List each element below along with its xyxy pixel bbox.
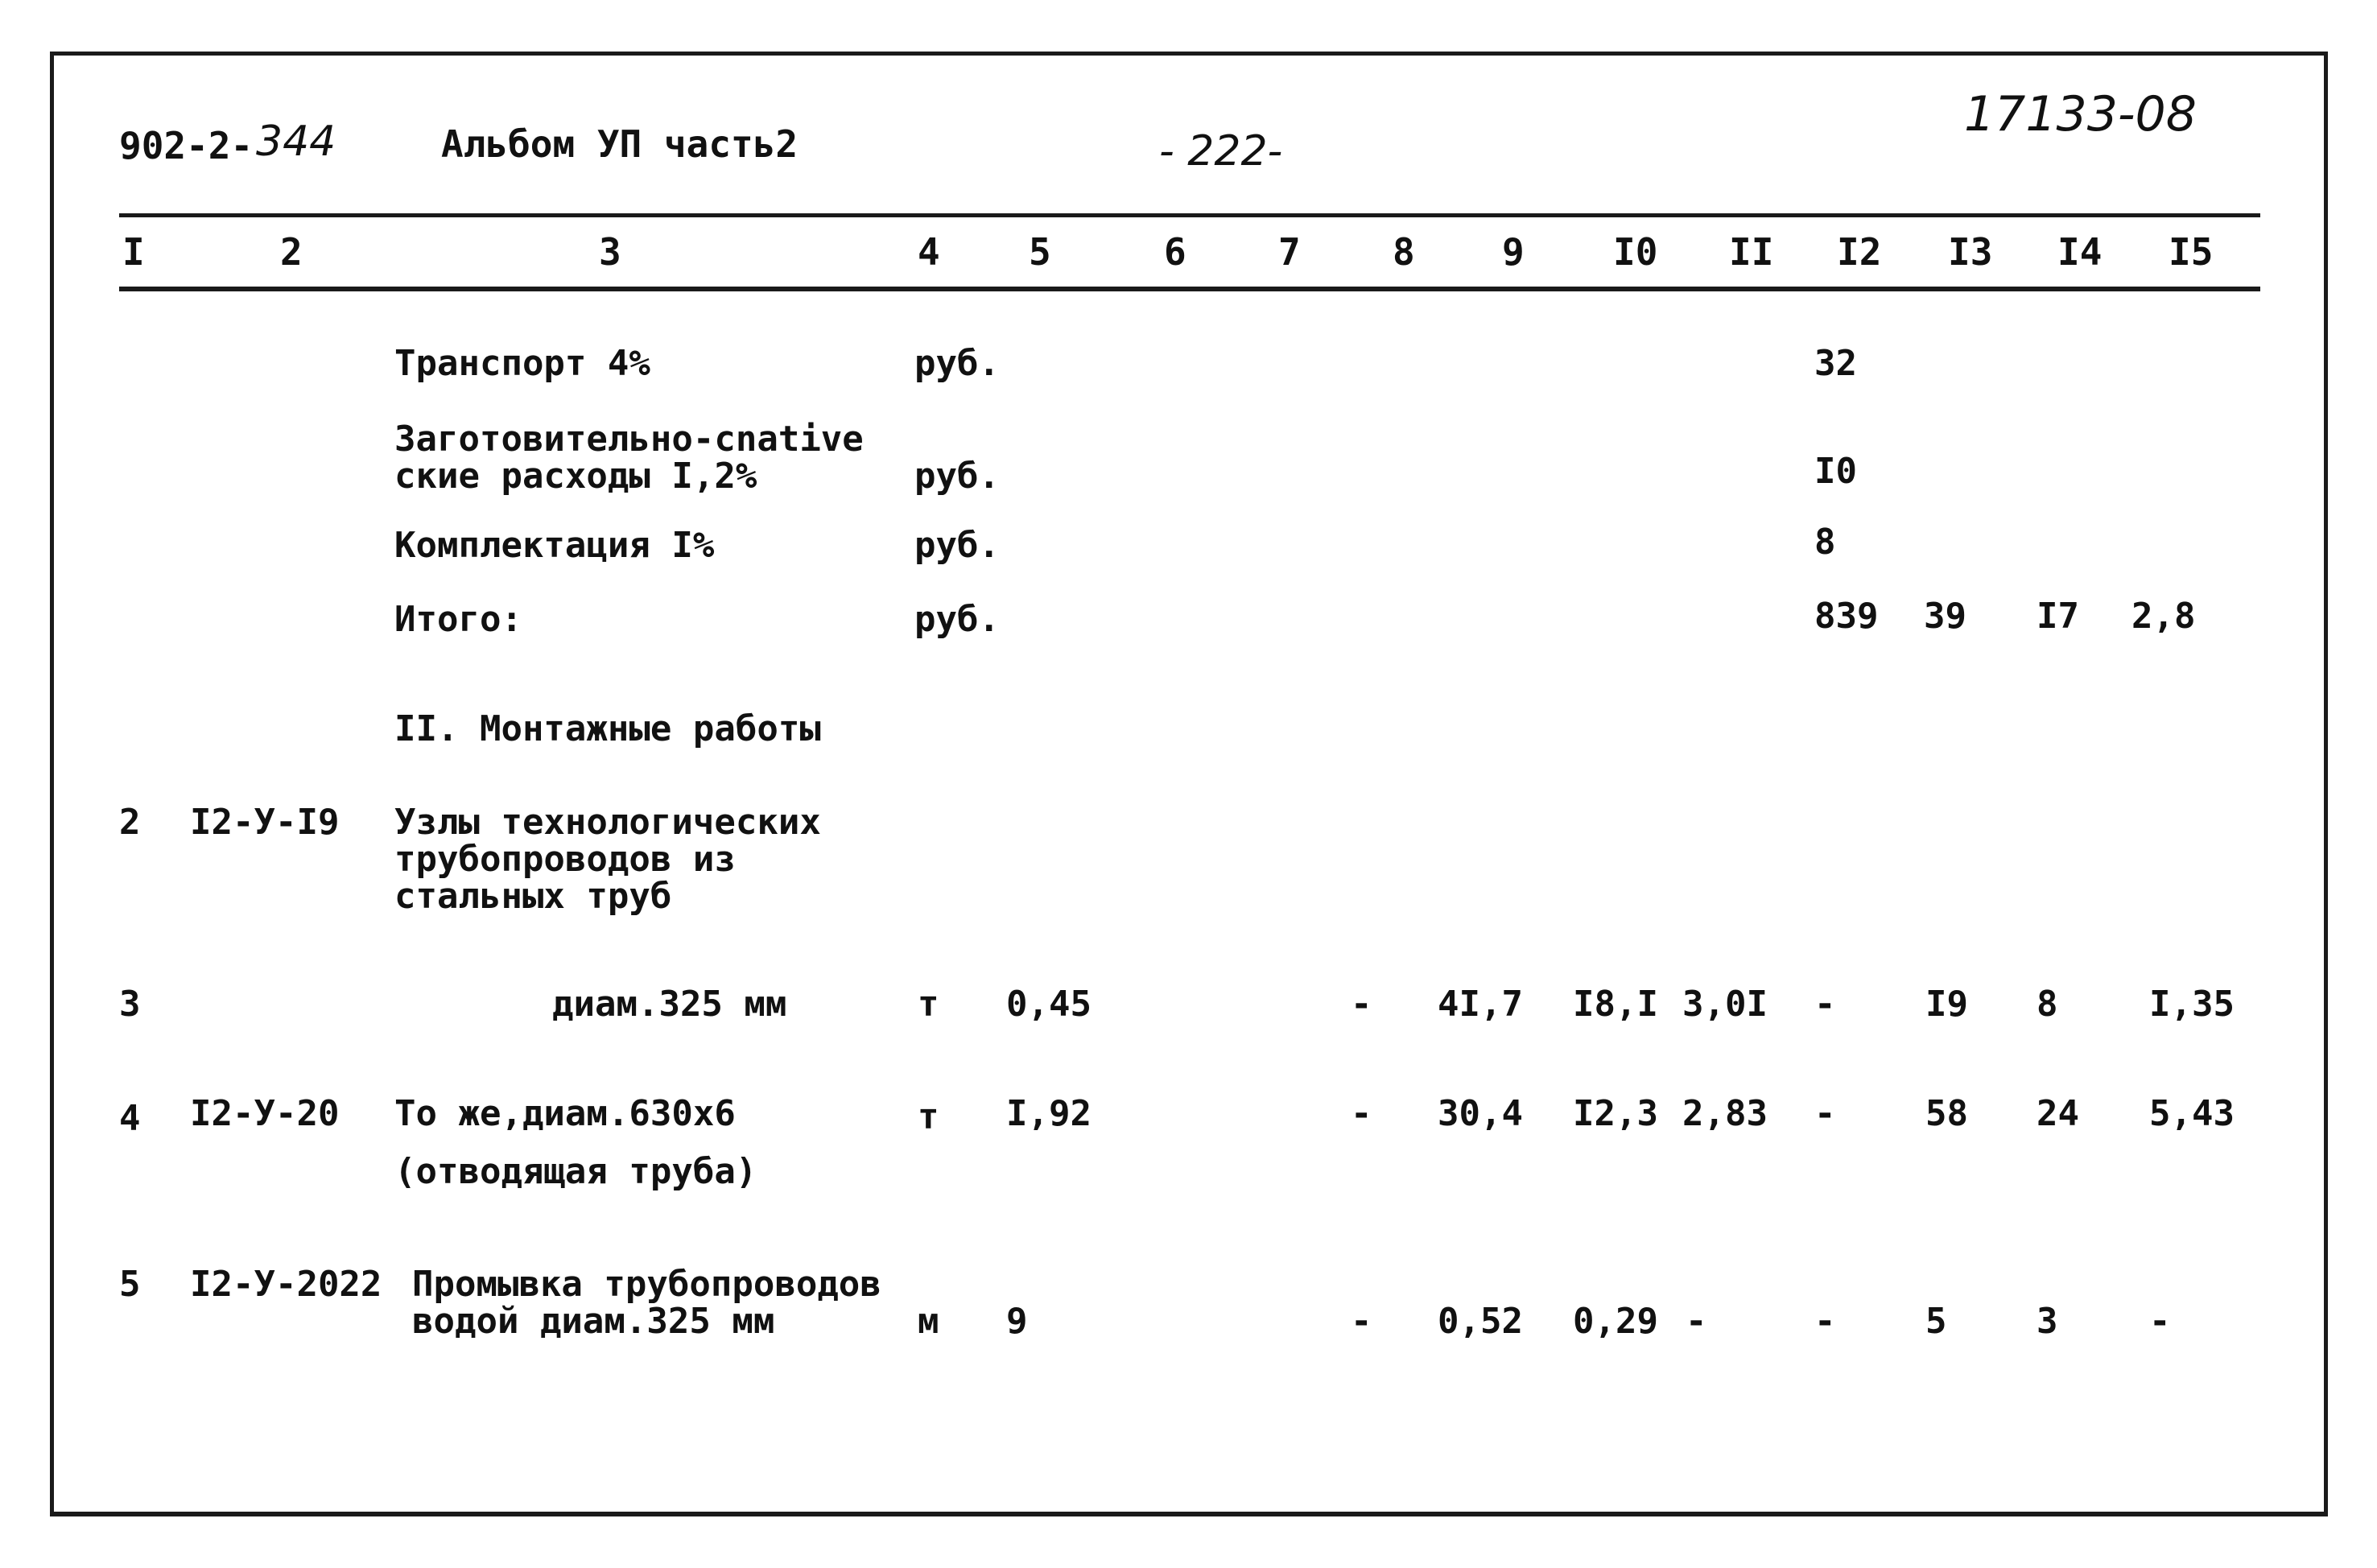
column-number: 8 [1393,230,1415,274]
row-5-c15: - [2149,1301,2171,1342]
column-number: 6 [1164,230,1186,274]
row-5-number: 5 [119,1264,141,1305]
row-4-c15: 5,43 [2149,1093,2235,1134]
row-5-c12: - [1814,1301,1836,1342]
row-3-unit: т [918,984,939,1025]
row-2-name-line2: трубопроводов из [394,839,736,880]
row-4-name-line1: То же,диам.630х6 [394,1093,736,1134]
row-2-name-line3: стальных труб [394,876,672,917]
column-number: I2 [1837,230,1882,274]
row-3-c13: I9 [1925,984,1968,1025]
section-heading: II. Монтажные работы [394,708,821,749]
row-5-c5: 9 [1006,1301,1028,1342]
row-4-c11: 2,83 [1682,1093,1768,1134]
document-code-handwritten: 344 [256,118,336,166]
row-transport-unit: руб. [914,343,1000,384]
column-number: II [1729,230,1774,274]
row-3-name: диам.325 мм [552,984,787,1025]
row-5-name-line2: водой диам.325 мм [412,1301,775,1342]
column-number: I5 [2169,230,2214,274]
header-rule-bottom [119,287,2260,291]
document-code: 902-2- [119,124,254,167]
row-4-c14: 24 [2037,1093,2079,1134]
row-3-c15: I,35 [2149,984,2235,1025]
row-5-c9: 0,52 [1438,1301,1523,1342]
row-storage-name-line1: Заготовительно-сnative [394,419,864,460]
column-number: I3 [1948,230,1993,274]
row-3-c10: I8,I [1573,984,1658,1025]
row-3-c11: 3,0I [1682,984,1768,1025]
album-title: Альбом УП часть2 [441,122,799,166]
row-storage-name-line2: ские расходы I,2% [394,456,757,497]
row-2-code: I2-У-I9 [190,802,340,843]
column-number: I [122,230,145,274]
row-storage-cost: I0 [1814,451,1857,492]
row-transport-cost: 32 [1814,343,1857,384]
document-number: 17133-08 [1964,86,2197,142]
row-5-c13: 5 [1925,1301,1947,1342]
row-5-c14: 3 [2037,1301,2058,1342]
row-3-number: 3 [119,984,141,1025]
row-5-c8: - [1351,1301,1372,1342]
row-kompl-unit: руб. [914,525,1000,566]
row-kompl-cost: 8 [1814,522,1836,563]
column-number: I4 [2057,230,2103,274]
row-total-name: Итого: [394,599,522,640]
column-number: 3 [599,230,621,274]
row-transport-name: Транспорт 4% [394,343,650,384]
row-3-c5: 0,45 [1006,984,1092,1025]
row-total-c12: 839 [1814,596,1879,637]
header-rule-top [119,213,2260,217]
row-4-c12: - [1814,1093,1836,1134]
row-4-c13: 58 [1925,1093,1968,1134]
row-4-number: 4 [119,1098,141,1139]
row-total-c13: 39 [1924,596,1966,637]
row-3-c14: 8 [2037,984,2058,1025]
column-number: 5 [1029,230,1051,274]
column-number: 4 [918,230,940,274]
row-5-c10: 0,29 [1573,1301,1658,1342]
row-5-c11: - [1686,1301,1707,1342]
column-number: 9 [1502,230,1525,274]
row-4-name-line2: (отводящая труба) [394,1151,757,1192]
row-3-c12: - [1814,984,1836,1025]
row-4-c10: I2,3 [1573,1093,1658,1134]
row-5-code: I2-У-2022 [190,1264,382,1305]
column-number: 7 [1278,230,1301,274]
row-5-name-line1: Промывка трубопроводов [412,1264,881,1305]
row-total-c15: 2,8 [2131,596,2196,637]
page-number: - 222- [1159,127,1283,175]
column-number: I0 [1613,230,1658,274]
row-total-c14: I7 [2037,596,2079,637]
row-4-c9: 30,4 [1438,1093,1523,1134]
row-kompl-name: Комплектация I% [394,525,715,566]
row-4-code: I2-У-20 [190,1093,340,1134]
row-total-unit: руб. [914,599,1000,640]
row-storage-unit: руб. [914,456,1000,497]
row-4-unit: т [918,1096,939,1137]
row-5-unit: м [918,1301,939,1342]
row-2-name-line1: Узлы технологических [394,802,821,843]
row-4-c5: I,92 [1006,1093,1092,1134]
row-3-c8: - [1351,984,1372,1025]
row-4-c8: - [1351,1093,1372,1134]
column-number: 2 [280,230,303,274]
row-2-number: 2 [119,802,141,843]
row-3-c9: 4I,7 [1438,984,1523,1025]
